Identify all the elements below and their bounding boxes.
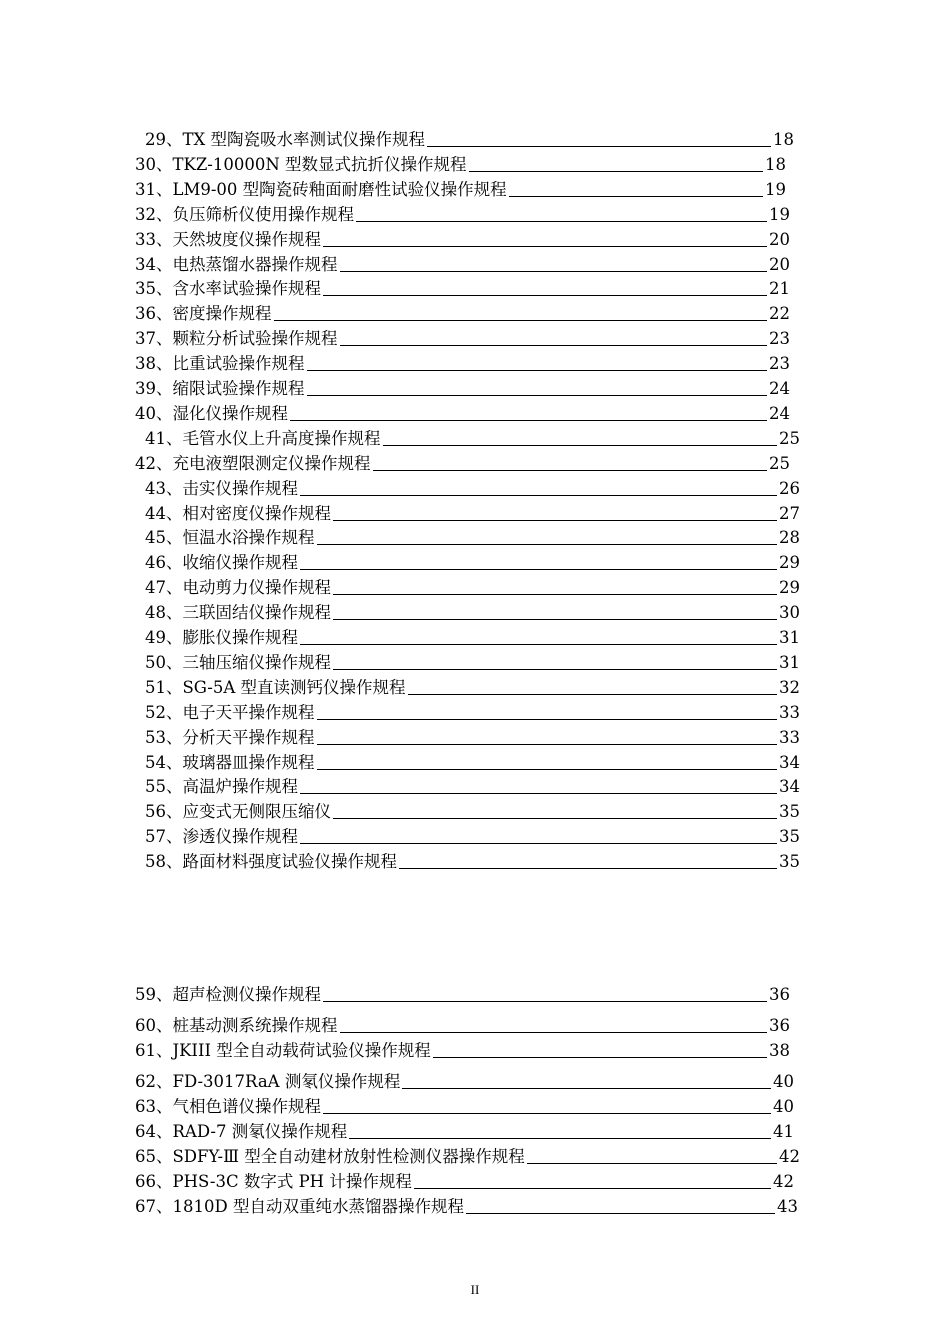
leader-line	[349, 1138, 771, 1139]
leader-line	[509, 196, 763, 197]
toc-entry[interactable]	[145, 800, 800, 822]
leader-line	[333, 818, 777, 819]
leader-line	[300, 569, 777, 570]
toc-entry-title: 39、缩限试验操作规程	[135, 379, 305, 398]
toc-entry-page: 42	[773, 1172, 794, 1191]
toc-entry[interactable]	[135, 203, 790, 225]
toc-entry-title: 60、桩基动测系统操作规程	[135, 1016, 338, 1035]
toc-entry[interactable]	[145, 526, 800, 548]
toc-entry-page: 38	[769, 1041, 790, 1060]
toc-entry[interactable]	[135, 1145, 800, 1167]
toc-entry-page: 31	[779, 628, 800, 647]
toc-entry-title: 66、PHS-3C 数字式 PH 计操作规程	[135, 1172, 412, 1191]
toc-entry[interactable]	[145, 626, 800, 648]
toc-entry-page: 19	[765, 179, 786, 199]
toc-entry-page: 25	[769, 453, 790, 473]
toc-entry-page: 28	[779, 528, 800, 548]
toc-entry-title: 49、膨胀仪操作规程	[145, 628, 298, 647]
toc-entry-page: 32	[779, 677, 800, 697]
leader-line	[300, 495, 777, 496]
toc-entry-page: 35	[779, 827, 800, 847]
page-number: II	[470, 1282, 480, 1297]
leader-line	[323, 246, 767, 247]
toc-entry[interactable]	[145, 576, 800, 598]
toc-entry-page: 18	[773, 130, 794, 149]
toc-entry-title: 50、三轴压缩仪操作规程	[145, 652, 331, 672]
toc-entry-title: 41、毛管水仪上升高度操作规程	[145, 428, 381, 448]
toc-entry-page: 20	[769, 229, 790, 249]
toc-entry-title: 63、气相色谱仪操作规程	[135, 1097, 321, 1116]
toc-entry[interactable]	[135, 153, 786, 175]
toc-entry-title: 43、击实仪操作规程	[145, 478, 298, 498]
leader-line	[300, 843, 777, 844]
toc-entry-title: 30、TKZ-10000N 型数显式抗折仪操作规程	[135, 154, 467, 174]
leader-line	[399, 868, 777, 869]
toc-entry-title: 58、路面材料强度试验仪操作规程	[145, 852, 397, 872]
leader-line	[373, 470, 768, 471]
leader-line	[307, 395, 768, 396]
toc-entry[interactable]	[145, 551, 800, 573]
leader-line	[274, 320, 768, 321]
toc-entry[interactable]	[135, 1170, 794, 1192]
toc-entry-page: 25	[779, 428, 800, 448]
toc-entry-title: 53、分析天平操作规程	[145, 727, 315, 747]
toc-entry-page: 41	[773, 1122, 794, 1141]
toc-entry-page: 43	[777, 1197, 798, 1216]
leader-line	[317, 719, 778, 720]
toc-entry-page: 22	[769, 304, 790, 324]
leader-line	[333, 520, 777, 521]
toc-entry-page: 23	[769, 329, 790, 349]
toc-entry[interactable]	[145, 651, 800, 673]
leader-line	[340, 345, 768, 346]
toc-entry-page: 26	[779, 478, 800, 498]
leader-line	[317, 744, 778, 745]
toc-entry[interactable]	[135, 277, 790, 299]
toc-entry[interactable]	[135, 178, 786, 200]
leader-line	[290, 420, 767, 421]
toc-entry-page: 33	[779, 702, 800, 722]
toc-entry[interactable]	[135, 1014, 790, 1036]
toc-entry[interactable]	[145, 726, 800, 748]
toc-entry-title: 62、FD-3017RaA 测氡仪操作规程	[135, 1072, 401, 1091]
toc-entry[interactable]	[145, 477, 800, 499]
toc-entry[interactable]	[145, 775, 800, 797]
leader-line	[333, 669, 777, 670]
toc-entry[interactable]	[135, 1070, 794, 1092]
leader-line	[427, 146, 771, 147]
toc-entry[interactable]	[135, 302, 790, 324]
leader-line	[323, 1113, 771, 1114]
toc-entry-title: 46、收缩仪操作规程	[145, 553, 298, 573]
toc-entry-title: 47、电动剪力仪操作规程	[145, 578, 331, 598]
leader-line	[317, 544, 778, 545]
leader-line	[340, 1032, 768, 1033]
leader-line	[333, 619, 777, 620]
leader-line	[414, 1188, 771, 1189]
toc-entry-title: 42、充电液塑限测定仪操作规程	[135, 453, 371, 473]
toc-entry-title: 56、应变式无侧限压缩仪	[145, 802, 331, 822]
toc-entry[interactable]	[135, 1120, 794, 1142]
leader-line	[433, 1057, 767, 1058]
toc-entry-page: 24	[769, 403, 790, 423]
toc-entry-title: 40、湿化仪操作规程	[135, 403, 288, 423]
toc-entry-title: 57、渗透仪操作规程	[145, 827, 298, 847]
toc-entry[interactable]	[135, 452, 790, 474]
toc-entry[interactable]	[135, 377, 790, 399]
leader-line	[340, 271, 768, 272]
toc-entry-title: 34、电热蒸馏水器操作规程	[135, 254, 338, 274]
toc-entry-title: 54、玻璃器皿操作规程	[145, 752, 315, 772]
toc-entry[interactable]	[145, 601, 800, 623]
toc-entry[interactable]	[145, 825, 800, 847]
leader-line	[402, 1088, 771, 1089]
toc-entry-title: 55、高温炉操作规程	[145, 777, 298, 797]
toc-entry-page: 24	[769, 379, 790, 398]
toc-entry-title: 65、SDFY-Ⅲ 型全自动建材放射性检测仪器操作规程	[135, 1147, 525, 1166]
toc-entry[interactable]	[135, 402, 790, 424]
leader-line	[323, 1001, 767, 1002]
toc-entry-page: 34	[779, 777, 800, 797]
toc-entry-title: 52、电子天平操作规程	[145, 702, 315, 722]
leader-line	[527, 1163, 777, 1164]
leader-line	[300, 793, 777, 794]
toc-entry-title: 38、比重试验操作规程	[135, 354, 305, 374]
toc-entry-page: 36	[769, 1016, 790, 1035]
toc-entry-page: 35	[779, 802, 800, 822]
toc-entry-page: 29	[779, 553, 800, 573]
toc-entry[interactable]	[145, 676, 800, 698]
toc-entry-title: 31、LM9-00 型陶瓷砖釉面耐磨性试验仪操作规程	[135, 179, 507, 199]
toc-entry[interactable]	[145, 751, 800, 773]
toc-entry[interactable]	[145, 502, 800, 524]
toc-entry-page: 40	[773, 1097, 794, 1116]
toc-entry-page: 40	[773, 1072, 794, 1091]
toc-entry-page: 27	[779, 503, 800, 523]
toc-entry-page: 33	[779, 727, 800, 747]
toc-entry-page: 19	[769, 204, 790, 224]
leader-line	[323, 295, 767, 296]
toc-entry-page: 23	[769, 354, 790, 374]
toc-entry[interactable]	[135, 1095, 794, 1117]
toc-entry-page: 34	[779, 752, 800, 772]
toc-entry-page: 36	[769, 985, 790, 1004]
toc-entry-title: 36、密度操作规程	[135, 304, 272, 324]
leader-line	[307, 370, 768, 371]
leader-line	[466, 1213, 775, 1214]
leader-line	[317, 769, 778, 770]
leader-line	[300, 644, 777, 645]
toc-entry-page: 42	[779, 1147, 800, 1166]
toc-entry-page: 18	[765, 154, 786, 174]
toc-entry-title: 51、SG-5A 型直读测钙仪操作规程	[145, 677, 406, 697]
toc-entry[interactable]	[145, 427, 800, 449]
leader-line	[356, 221, 767, 222]
toc-entry-page: 20	[769, 254, 790, 274]
toc-entry-title: 61、JKIII 型全自动载荷试验仪操作规程	[135, 1041, 431, 1060]
toc-entry-title: 44、相对密度仪操作规程	[145, 503, 331, 523]
toc-entry[interactable]	[145, 701, 800, 723]
toc-entry-title: 33、天然坡度仪操作规程	[135, 229, 321, 249]
toc-entry-title: 35、含水率试验操作规程	[135, 279, 321, 299]
toc-entry-page: 21	[769, 279, 790, 299]
toc-entry[interactable]	[135, 1039, 790, 1061]
toc-entry-title: 37、颗粒分析试验操作规程	[135, 329, 338, 349]
toc-entry[interactable]	[135, 1195, 798, 1217]
toc-entry-title: 59、超声检测仪操作规程	[135, 985, 321, 1004]
toc-entry[interactable]	[135, 983, 790, 1005]
toc-entry-title: 45、恒温水浴操作规程	[145, 528, 315, 548]
toc-entry-page: 35	[779, 852, 800, 872]
toc-entry[interactable]	[135, 228, 790, 250]
toc-entry-page: 29	[779, 578, 800, 598]
toc-entry[interactable]	[135, 327, 790, 349]
leader-line	[469, 171, 763, 172]
leader-line	[408, 694, 777, 695]
toc-entry-title: 64、RAD-7 测氡仪操作规程	[135, 1122, 348, 1141]
toc-entry[interactable]	[135, 352, 790, 374]
toc-entry[interactable]	[135, 253, 790, 275]
leader-line	[383, 445, 778, 446]
toc-entry[interactable]	[145, 128, 794, 150]
toc-entry-page: 30	[779, 603, 800, 623]
leader-line	[333, 594, 777, 595]
toc-entry-page: 31	[779, 652, 800, 672]
toc-entry-title: 67、1810D 型自动双重纯水蒸馏器操作规程	[135, 1197, 464, 1216]
toc-entry-title: 48、三联固结仪操作规程	[145, 603, 331, 623]
toc-entry-title: 32、负压筛析仪使用操作规程	[135, 204, 354, 224]
toc-entry-title: 29、TX 型陶瓷吸水率测试仪操作规程	[145, 130, 425, 149]
toc-entry[interactable]	[145, 850, 800, 872]
